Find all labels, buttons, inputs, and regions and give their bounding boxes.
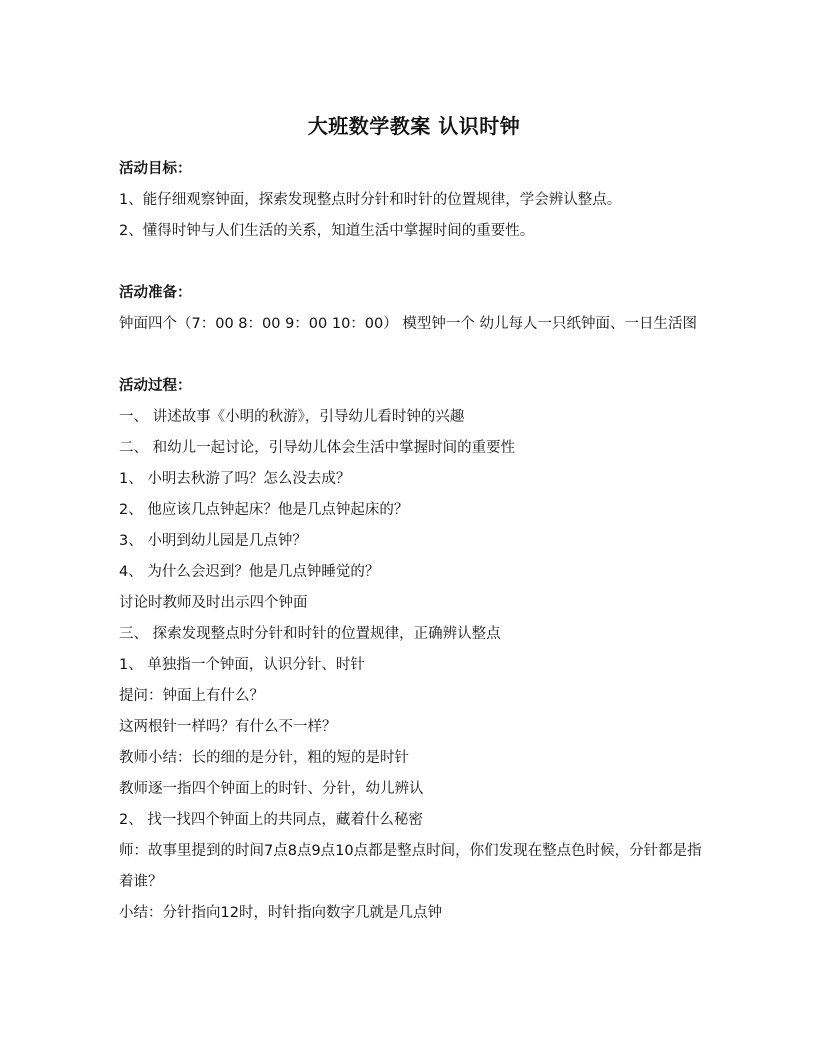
process-line: 师：故事里提到的时间7点8点9点10点都是整点时间，你们发现在整点色时候，分针都是指着谁？ [119,843,702,890]
process-line: 1、 单独指一个钟面，认识分针、时针 [119,657,365,673]
process-line: 4、 为什么会迟到？他是几点钟睡觉的？ [119,564,380,580]
process-heading: 活动过程： [119,378,192,394]
preparation-text: 钟面四个（7：00 8：00 9：00 10：00） 模型钟一个 幼儿每人一只纸钟面、一日生活图 [119,316,697,332]
goal-item-1: 1、能仔细观察钟面，探索发现整点时分针和时针的位置规律，学会辨认整点。 [119,192,622,208]
process-line: 提问：钟面上有什么？ [119,688,264,704]
process-line: 小结：分针指向12时，时针指向数字几就是几点钟 [119,905,442,921]
process-line: 1、 小明去秋游了吗？怎么没去成？ [119,471,351,487]
process-line: 这两根针一样吗？有什么不一样？ [119,719,337,735]
goals-heading: 活动目标： [119,161,192,177]
process-line: 2、 他应该几点钟起床？他是几点钟起床的？ [119,502,409,518]
document-page [119,112,709,929]
process-line: 3、 小明到幼儿园是几点钟？ [119,533,307,549]
goal-item-2: 2、懂得时钟与人们生活的关系，知道生活中掌握时间的重要性。 [119,223,535,239]
document-title: 大班数学教案 认识时钟 [307,114,521,138]
process-line: 二、 和幼儿一起讨论，引导幼儿体会生活中掌握时间的重要性 [119,440,516,456]
process-line: 三、 探索发现整点时分针和时针的位置规律，正确辨认整点 [119,626,501,642]
process-line: 一、 讲述故事《小明的秋游》，引导幼儿看时钟的兴趣 [119,409,465,425]
paragraph-spacer [119,247,709,278]
paragraph-spacer [119,340,709,371]
process-line: 讨论时教师及时出示四个钟面 [119,595,308,611]
process-line: 教师逐一指四个钟面上的时针、分针，幼儿辨认 [119,781,424,797]
process-line: 教师小结：长的细的是分针，粗的短的是时针 [119,750,409,766]
preparation-heading: 活动准备： [119,285,192,301]
process-line: 2、 找一找四个钟面上的共同点，藏着什么秘密 [119,812,423,828]
